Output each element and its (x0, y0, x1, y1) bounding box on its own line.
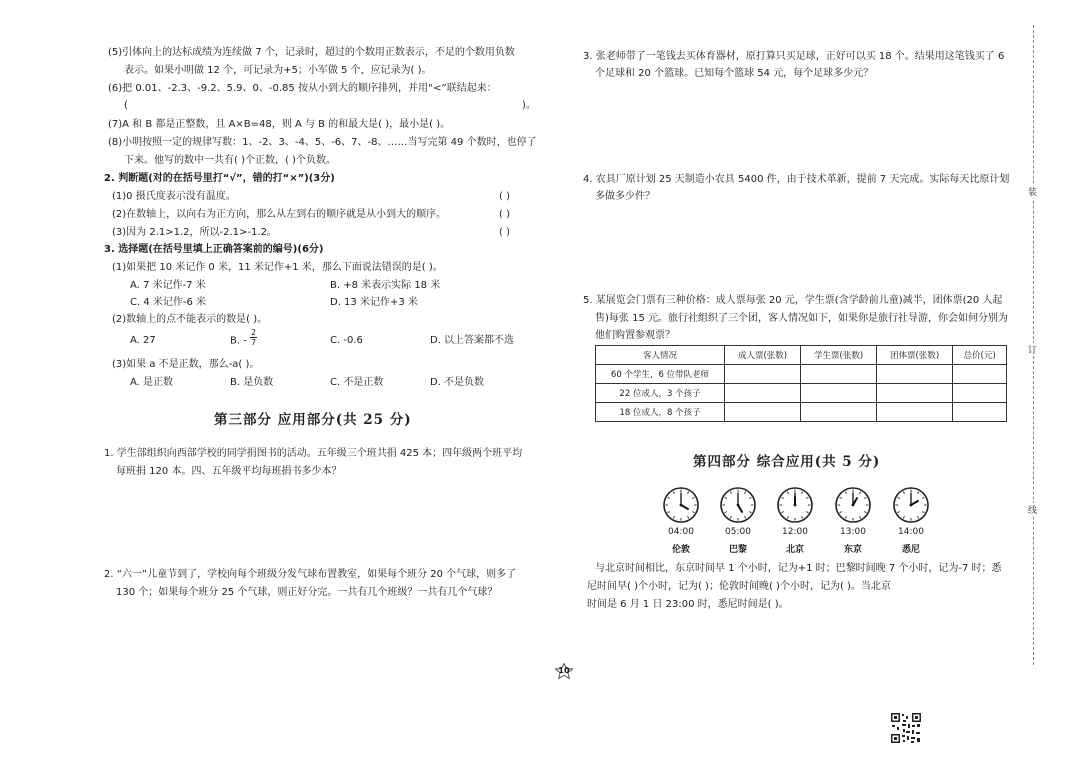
part4-text-line2: 尼时间早( )个小时，记为( )；伦敦时间晚( )个小时，记为( )。当北京 (587, 581, 891, 592)
application-q5-line2: 售)每张 15 元。旅行社组织了三个团，客人情况如下，如果你是旅行社导游，你会如何分别为 (595, 313, 1008, 324)
application-q3-line1: 3. 张老师带了一笔钱去买体育器材，原打算只买足球，正好可以买 18 个。结果用这笔钱买了 6 (583, 51, 1005, 62)
table-row (596, 365, 1007, 384)
clock-city-label: 悉尼 (901, 545, 920, 555)
choice-q2-option-a: A. 27 (130, 335, 156, 346)
clock (887, 486, 935, 555)
clock (771, 486, 819, 555)
part4-title: 第四部分 综合应用(共 5 分) (693, 454, 881, 470)
application-q1-line2: 每班捐 120 本。四、五年级平均每班捐书多少本？ (116, 466, 342, 477)
part1-q6-line1: (6)把 0.01、-2.3、-9.2、5.9、0、-0.85 按从小到大的顺序排列，并用“<”联结起来： (108, 83, 497, 94)
binding-char: 订 (1028, 343, 1037, 356)
choice-q2-option-d: D. 以上答案都不选 (430, 335, 515, 346)
application-q5-line3: 他们购置参观票？ (595, 330, 675, 341)
part4-text-line3: 时间是 6 月 1 日 23:00 时，悉尼时间是( )。 (587, 599, 789, 610)
table-cell-group-tickets[interactable] (877, 403, 953, 422)
clock-city-label: 伦敦 (671, 545, 690, 555)
table-cell-adult-tickets[interactable] (725, 403, 801, 422)
clock-city-label: 巴黎 (728, 545, 747, 555)
table-cell-adult-tickets[interactable] (725, 365, 801, 384)
table-header-cell: 成人票(张数) (725, 346, 801, 365)
ticket-table (595, 345, 1007, 422)
application-q4-line1: 4. 农具厂原计划 25 天制造小农具 5400 件，由于技术革新，提前 7 天完成。实际每天比原计划 (583, 174, 1010, 185)
clock-city-label: 东京 (843, 545, 862, 555)
choice-q2-option-b (230, 328, 257, 348)
binding-char: 线 (1028, 503, 1037, 516)
application-q5-line1: 5. 某展览会门票有三种价格：成人票每张 20 元，学生票(含学龄前儿童)减半，团体票(20 人起 (583, 295, 1003, 306)
clock-time-label: 13:00 (840, 527, 866, 537)
table-cell-guest-info: 22 位成人，3 个孩子 (596, 384, 725, 403)
fraction (250, 328, 257, 347)
choice-q1-option-c: C. 4 米记作-6 米 (130, 297, 207, 308)
part1-q5-line2: 表示。如果小明做 12 个，可记录为+5；小军做 5 个，应记录为( )。 (124, 65, 432, 76)
table-cell-total-price[interactable] (953, 403, 1007, 422)
clock-time-label: 14:00 (898, 527, 924, 537)
table-row (596, 403, 1007, 422)
choice-q2: (2)数轴上的点不能表示的数是( )。 (112, 314, 268, 325)
clock-face-icon (892, 486, 930, 524)
choice-q3-option-d: D. 不是负数 (430, 377, 485, 388)
application-q2-line1: 2. “六一”儿童节到了，学校向每个班级分发气球布置教室，如果每个班分 20 个气球，则多了 (104, 569, 517, 580)
clock-face-icon (719, 486, 757, 524)
application-q1-line1: 1. 学生部组织向西部学校的同学捐图书的活动。五年级三个班共捐 425 本；四年级两个班平均 (104, 448, 523, 459)
application-q2-line2: 130 个；如果每个班分 25 个气球，则正好分完。一共有几个班级？一共有几个气球？ (116, 587, 498, 598)
table-cell-student-tickets[interactable] (801, 384, 877, 403)
table-cell-adult-tickets[interactable] (725, 384, 801, 403)
table-cell-student-tickets[interactable] (801, 403, 877, 422)
part1-q6-open-paren: ( (124, 100, 128, 111)
part1-q7: (7)A 和 B 都是正整数，且 A×B=48，则 A 与 B 的和最大是( )，最小是( )。 (108, 119, 451, 130)
page-number: 10 (558, 666, 570, 675)
table-cell-group-tickets[interactable] (877, 384, 953, 403)
application-q3-line2: 个足球和 20 个篮球。已知每个篮球 54 元，每个足球多少元？ (595, 68, 874, 79)
choice-q1-option-d: D. 13 米记作+3 米 (330, 297, 418, 308)
judge-item-1: (1)0 摄氏度表示没有温度。 (112, 191, 236, 202)
choice-q1-option-b: B. +8 米表示实际 18 米 (330, 280, 441, 291)
clock-face-icon (662, 486, 700, 524)
part1-q5-line1: (5)引体向上的达标成绩为连续做 7 个，记录时，超过的个数用正数表示，不足的个数用负数 (108, 47, 515, 58)
clock-face-icon (776, 486, 814, 524)
judge-section-title: 2. 判断题(对的在括号里打“√”，错的打“×”)(3分) (104, 173, 335, 184)
clock-face-icon (834, 486, 872, 524)
table-cell-total-price[interactable] (953, 384, 1007, 403)
clock-time-label: 04:00 (668, 527, 694, 537)
table-header-cell: 客人情况 (596, 346, 725, 365)
clock-time-label: 05:00 (725, 527, 751, 537)
part4-text-line1: 与北京时间相比，东京时间早 1 个小时，记为+1 时；巴黎时间晚 7 个小时，记为-7 时；悉 (595, 563, 1002, 574)
judge-item-2-blank: ( ) (499, 209, 510, 220)
table-cell-guest-info: 60 个学生，6 位带队老师 (596, 365, 725, 384)
clock (714, 486, 762, 555)
table-header-cell: 团体票(张数) (877, 346, 953, 365)
binding-margin (1028, 25, 1040, 665)
page-number-badge (554, 663, 574, 679)
table-row (596, 384, 1007, 403)
clock-time-label: 12:00 (782, 527, 808, 537)
application-q4-line2: 多做多少件？ (595, 191, 655, 202)
part3-title: 第三部分 应用部分(共 25 分) (214, 412, 412, 428)
clock-city-label: 北京 (785, 545, 804, 555)
clock (657, 486, 705, 555)
qr-code-icon (890, 712, 922, 744)
fraction-numerator: 2 (251, 328, 257, 337)
fraction-denominator: 7 (251, 338, 257, 347)
choice-q3-option-b: B. 是负数 (230, 377, 274, 388)
table-header-cell: 总价(元) (953, 346, 1007, 365)
option-b-prefix: B. - (230, 335, 247, 347)
clock (829, 486, 877, 555)
ticket-table-header-row (596, 346, 1007, 365)
part1-q8-line1: (8)小明按照一定的规律写数：1、-2、3、-4、5、-6、7、-8、……当写完第 49 个数时，也停了 (108, 137, 537, 148)
judge-item-3: (3)因为 2.1>1.2，所以-2.1>-1.2。 (112, 227, 277, 238)
binding-char: 装 (1028, 185, 1037, 198)
judge-item-1-blank: ( ) (499, 191, 510, 202)
choice-q2-option-c: C. -0.6 (330, 335, 363, 346)
part1-q8-line2: 下来。他写的数中一共有( )个正数，( )个负数。 (124, 155, 336, 166)
table-header-cell: 学生票(张数) (801, 346, 877, 365)
choice-q3: (3)如果 a 不是正数，那么-a( )。 (112, 359, 260, 370)
choice-section-title: 3. 选择题(在括号里填上正确答案前的编号)(6分) (104, 244, 324, 255)
table-cell-student-tickets[interactable] (801, 365, 877, 384)
part1-q6-close-paren: )。 (522, 100, 536, 111)
choice-q3-option-c: C. 不是正数 (330, 377, 384, 388)
judge-item-3-blank: ( ) (499, 227, 510, 238)
choice-q1: (1)如果把 10 米记作 0 米，11 米记作+1 米，那么下面说法错误的是( )。 (112, 262, 443, 273)
table-cell-group-tickets[interactable] (877, 365, 953, 384)
choice-q1-option-a: A. 7 米记作-7 米 (130, 280, 206, 291)
choice-q3-option-a: A. 是正数 (130, 377, 174, 388)
judge-item-2: (2)在数轴上，以向右为正方向，那么从左到右的顺序就是从小到大的顺序。 (112, 209, 447, 220)
table-cell-total-price[interactable] (953, 365, 1007, 384)
table-cell-guest-info: 18 位成人，8 个孩子 (596, 403, 725, 422)
